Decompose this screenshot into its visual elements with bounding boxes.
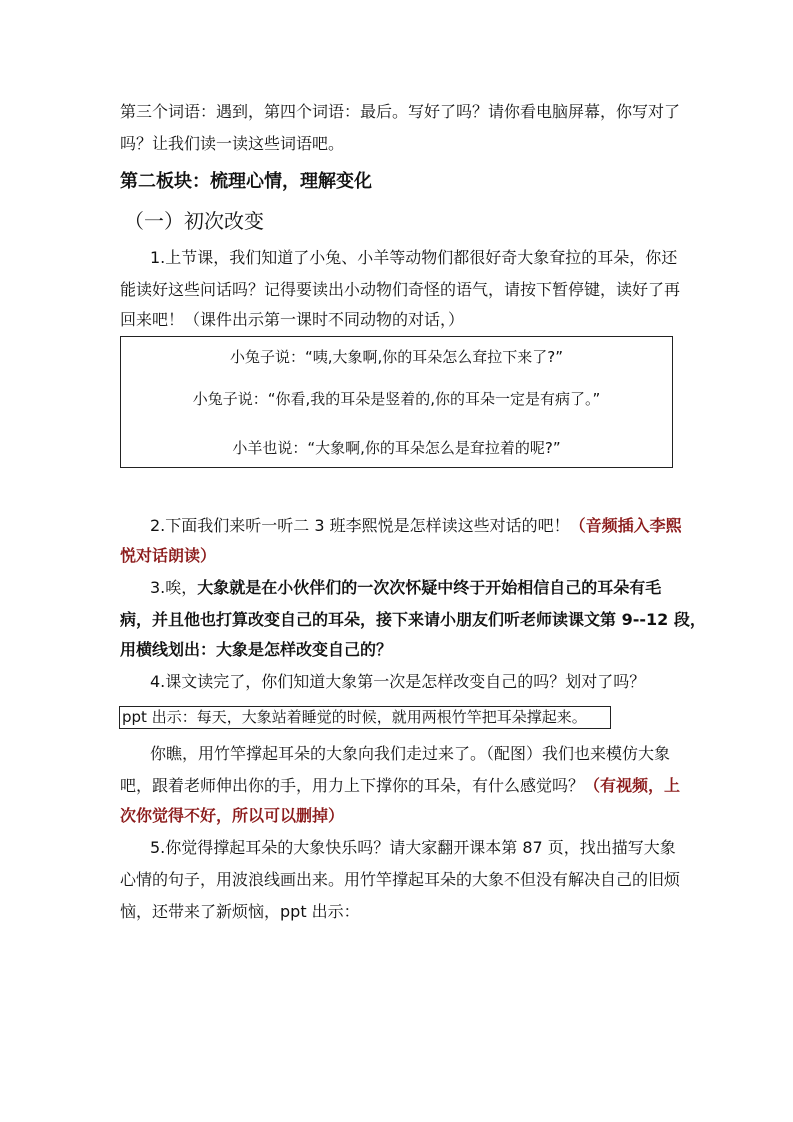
p3-prefix: 3.唉，	[150, 578, 198, 597]
p6-line-2: 心情的句子，用波浪线画出来。用竹竿撑起耳朵的大象不但没有解决自己的旧烦	[120, 870, 681, 889]
p1-line-3: 回来吧！（课件出示第一课时不同动物的对话，）	[120, 310, 465, 329]
p5-line-2	[120, 776, 680, 796]
p3-line-3: 用横线划出：大象是怎样改变自己的？	[120, 640, 393, 659]
p1-line-1: 1.上节课，我们知道了小兔、小羊等动物们都很好奇大象耷拉的耳朵，你还	[150, 248, 678, 267]
subsection-title: （一）初次改变	[124, 209, 264, 233]
p2-note-part-2: 悦对话朗读）	[120, 546, 217, 565]
p5-line-1: 你瞧，用竹竿撑起耳朵的大象向我们走过来了。（配图）我们也来模仿大象	[150, 744, 671, 763]
p6-line-3: 恼，还带来了新烦恼，ppt 出示：	[120, 902, 360, 921]
p5-note-part-2: 次你觉得不好，所以可以删掉）	[120, 806, 345, 825]
p3-line-2: 病，并且他也打算改变自己的耳朵，接下来请小朋友们听老师读课文第 9--12 段，	[120, 610, 706, 629]
p3-bold-text-1: 大象就是在小伙伴们的一次次怀疑中终于开始相信自己的耳朵有毛	[197, 578, 662, 597]
p3-line-1	[150, 578, 680, 598]
dialogue-box	[120, 336, 673, 468]
intro-line-1: 第三个词语：遇到，第四个词语：最后。写好了吗？请你看电脑屏幕，你写对了	[120, 102, 681, 121]
dialogue-line-3: 小羊也说：“大象啊,你的耳朵怎么是耷拉着的呢?”	[232, 439, 561, 457]
p4-line: 4.课文读完了，你们知道大象第一次是怎样改变自己的吗？划对了吗？	[150, 672, 646, 691]
p1-line-2: 能读好这些问话吗？记得要读出小动物们奇怪的语气，请按下暂停键，读好了再	[120, 280, 681, 299]
p5-note-part-1: （有视频，上	[584, 776, 681, 795]
section-title: 第二板块：梳理心情，理解变化	[120, 171, 372, 192]
p6-line-1: 5.你觉得撑起耳朵的大象快乐吗？请大家翻开课本第 87 页，找出描写大象	[150, 838, 676, 857]
dialogue-line-2: 小兔子说：“你看,我的耳朵是竖着的,你的耳朵一定是有病了。”	[192, 390, 601, 408]
p2-text: 2.下面我们来听一听二 3 班李熙悦是怎样读这些对话的吧！	[150, 516, 570, 535]
p2-note-part-1: （音频插入李熙	[569, 516, 682, 535]
dialogue-line-1: 小兔子说：“咦,大象啊,你的耳朵怎么耷拉下来了?”	[229, 348, 564, 366]
p5-text: 吧，跟着老师伸出你的手，用力上下撑你的耳朵，有什么感觉吗？	[120, 776, 585, 795]
p2-line-1	[150, 516, 680, 536]
intro-line-2: 吗？让我们读一读这些词语吧。	[120, 134, 345, 153]
ppt-box: ppt 出示：每天，大象站着睡觉的时候，就用两根竹竿把耳朵撑起来。	[119, 706, 611, 729]
